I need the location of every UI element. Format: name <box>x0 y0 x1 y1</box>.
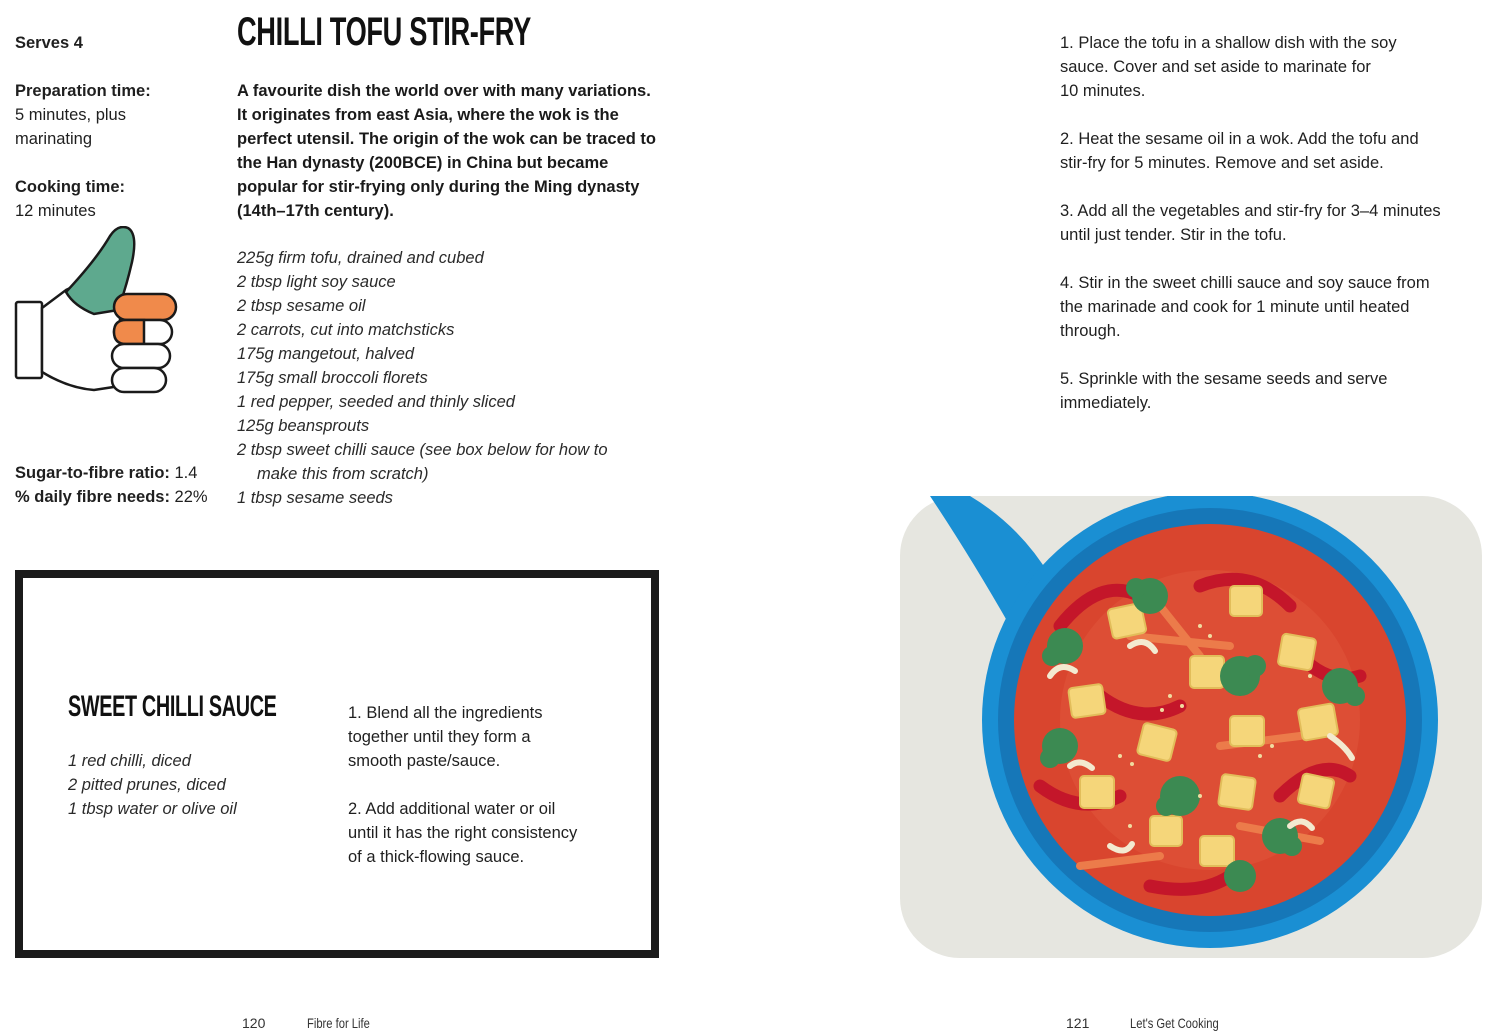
sauce-step-line: of a thick-flowing sauce. <box>348 848 525 866</box>
intro-line: the Han dynasty (200BCE) in China but became <box>237 154 609 172</box>
running-head-right-text: Let's Get Cooking <box>1130 1015 1219 1031</box>
method-line: 2. Heat the sesame oil in a wok. Add the tofu and <box>1060 130 1419 148</box>
method-step-5 <box>1060 367 1485 415</box>
ingredient-item: 2 carrots, cut into matchsticks <box>237 321 455 339</box>
method-line: through. <box>1060 322 1121 340</box>
ingredient-item: 175g mangetout, halved <box>237 345 415 363</box>
ingredient-item: 225g firm tofu, drained and cubed <box>237 249 484 267</box>
recipe-meta <box>15 31 225 223</box>
fibre-needs-value: 22% <box>169 488 208 506</box>
method-line: immediately. <box>1060 394 1152 412</box>
fibre-needs-label: % daily fibre needs: <box>15 488 170 506</box>
nutrition-info <box>15 461 225 509</box>
method-line: sauce. Cover and set aside to marinate for <box>1060 58 1371 76</box>
sauce-step-line: 1. Blend all the ingredients <box>348 704 543 722</box>
prep-time-value-2: marinating <box>15 130 93 148</box>
sugar-ratio-value: 1.4 <box>169 464 198 482</box>
intro-line: It originates from east Asia, where the wok is the <box>237 106 619 124</box>
ingredient-item: 175g small broccoli florets <box>237 369 428 387</box>
ingredient-item: 2 tbsp sweet chilli sauce (see box below for how to <box>237 441 608 459</box>
sauce-method <box>348 701 618 893</box>
ingredient-item: 2 tbsp light soy sauce <box>237 273 396 291</box>
running-head-left <box>307 1015 386 1031</box>
sauce-step-1 <box>348 701 618 773</box>
method-line: 10 minutes. <box>1060 82 1146 100</box>
page-number-right: 121 <box>1066 1015 1090 1031</box>
method-step-4 <box>1060 271 1485 343</box>
page-number-left: 120 <box>242 1015 266 1031</box>
ingredient-item: 1 tbsp sesame seeds <box>237 489 393 507</box>
sauce-step-line: smooth paste/sauce. <box>348 752 501 770</box>
sauce-ingredient-item: 2 pitted prunes, diced <box>68 776 226 794</box>
serves: Serves 4 <box>15 34 83 52</box>
running-head-right <box>1130 1015 1241 1031</box>
sauce-step-line: together until they form a <box>348 728 531 746</box>
method-steps <box>1060 31 1485 439</box>
ingredient-item: 1 red pepper, seeded and thinly sliced <box>237 393 515 411</box>
sauce-step-line: 2. Add additional water or oil <box>348 800 556 818</box>
thumbs-up-icon <box>14 226 180 394</box>
sauce-ingredient-item: 1 tbsp water or olive oil <box>68 800 237 818</box>
intro-line: (14th–17th century). <box>237 202 394 220</box>
intro-line: A favourite dish the world over with many variations. <box>237 82 651 100</box>
method-line: 3. Add all the vegetables and stir-fry for 3–4 minutes <box>1060 202 1441 220</box>
sauce-ingredient-list <box>68 749 328 821</box>
intro-paragraph <box>237 79 667 223</box>
ingredient-item-continued: make this from scratch) <box>257 465 429 483</box>
cook-time-label: Cooking time: <box>15 178 125 196</box>
method-line: 1. Place the tofu in a shallow dish with the soy <box>1060 34 1397 52</box>
method-line: until just tender. Stir in the tofu. <box>1060 226 1287 244</box>
page-title: CHILLI TOFU STIR-FRY <box>237 10 531 54</box>
sauce-ingredient-item: 1 red chilli, diced <box>68 752 191 770</box>
method-line: the marinade and cook for 1 minute until heated <box>1060 298 1410 316</box>
intro-line: popular for stir-frying only during the Ming dynasty <box>237 178 640 196</box>
ingredient-list <box>237 246 667 510</box>
prep-time-value-1: 5 minutes, plus <box>15 106 126 124</box>
sauce-step-2 <box>348 797 618 869</box>
method-line: 5. Sprinkle with the sesame seeds and serve <box>1060 370 1388 388</box>
ingredient-item: 2 tbsp sesame oil <box>237 297 366 315</box>
sauce-step-line: until it has the right consistency <box>348 824 578 842</box>
method-step-3 <box>1060 199 1485 247</box>
prep-time-label: Preparation time: <box>15 82 151 100</box>
sugar-ratio-label: Sugar-to-fibre ratio: <box>15 464 170 482</box>
method-line: stir-fry for 5 minutes. Remove and set aside. <box>1060 154 1384 172</box>
intro-line: perfect utensil. The origin of the wok can be traced to <box>237 130 656 148</box>
method-step-2 <box>1060 127 1485 175</box>
method-line: 4. Stir in the sweet chilli sauce and soy sauce from <box>1060 274 1430 292</box>
running-head-left-text: Fibre for Life <box>307 1015 370 1031</box>
sauce-title: SWEET CHILLI SAUCE <box>68 690 277 723</box>
method-step-1 <box>1060 31 1485 103</box>
wok-stir-fry-illustration <box>900 496 1482 958</box>
ingredient-item: 125g beansprouts <box>237 417 370 435</box>
cook-time-value: 12 minutes <box>15 202 96 220</box>
